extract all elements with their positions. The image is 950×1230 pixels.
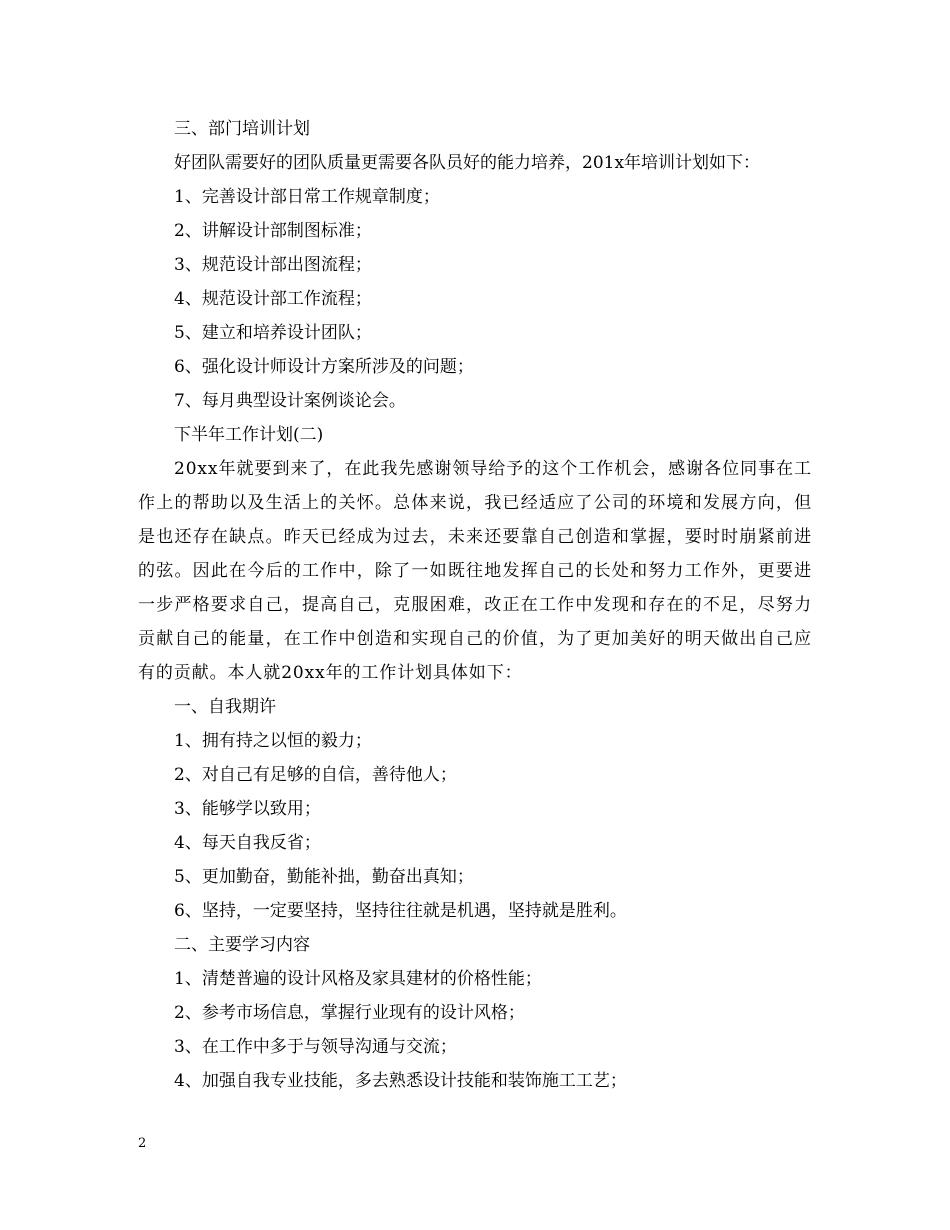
plan2-paragraph: 20xx年就要到来了，在此我先感谢领导给予的这个工作机会，感谢各位同事在工作上的帮助以及生活上的关怀。总体来说，我已经适应了公司的环境和发展方向，但是也还存在缺点。昨天已经成为过去，未来还要靠自己创造和掌握，要时时崩紧前进的弦。因此在今后的工作中，除了一如既往地发挥自己的长处和努力工作外，更要进一步严格要求自己，提高自己，克服困难，改正在工作中发现和存在的不足，尽努力贡献自己的能量，在工作中创造和实现自己的价值，为了更加美好的明天做出自己应有的贡献。本人就20xx年的工作计划具体如下： xyxy=(138,459,812,683)
self-item: 3、能够学以致用； xyxy=(174,799,321,819)
training-item: 4、规范设计部工作流程； xyxy=(174,289,372,309)
plan2-title: 下半年工作计划(二) xyxy=(174,425,324,445)
training-item: 3、规范设计部出图流程； xyxy=(174,255,372,275)
training-item: 5、建立和培养设计团队； xyxy=(174,323,372,343)
page-number: 2 xyxy=(138,1136,147,1151)
training-item: 2、讲解设计部制图标准； xyxy=(174,221,372,241)
section-heading-training: 三、部门培训计划 xyxy=(174,119,310,139)
study-item: 2、参考市场信息，掌握行业现有的设计风格； xyxy=(174,1003,525,1023)
self-item: 1、拥有持之以恒的毅力； xyxy=(174,731,372,751)
training-item: 1、完善设计部日常工作规章制度； xyxy=(174,187,440,207)
section-heading-study: 二、主要学习内容 xyxy=(174,935,310,955)
training-intro: 好团队需要好的团队质量更需要各队员好的能力培养，201x年培训计划如下： xyxy=(174,153,761,173)
study-item: 3、在工作中多于与领导沟通与交流； xyxy=(174,1037,457,1057)
section-heading-self: 一、自我期许 xyxy=(174,697,276,717)
training-item: 6、强化设计师设计方案所涉及的问题； xyxy=(174,357,474,377)
document-body xyxy=(138,112,812,1098)
study-item: 1、清楚普遍的设计风格及家具建材的价格性能； xyxy=(174,969,542,989)
self-item: 2、对自己有足够的自信，善待他人； xyxy=(174,765,457,785)
self-item: 6、坚持，一定要坚持，坚持往往就是机遇，坚持就是胜利。 xyxy=(174,901,627,921)
self-item: 5、更加勤奋，勤能补拙，勤奋出真知； xyxy=(174,867,474,887)
training-item: 7、每月典型设计案例谈论会。 xyxy=(174,391,406,411)
study-item: 4、加强自我专业技能，多去熟悉设计技能和装饰施工工艺； xyxy=(174,1071,627,1091)
self-item: 4、每天自我反省； xyxy=(174,833,321,853)
